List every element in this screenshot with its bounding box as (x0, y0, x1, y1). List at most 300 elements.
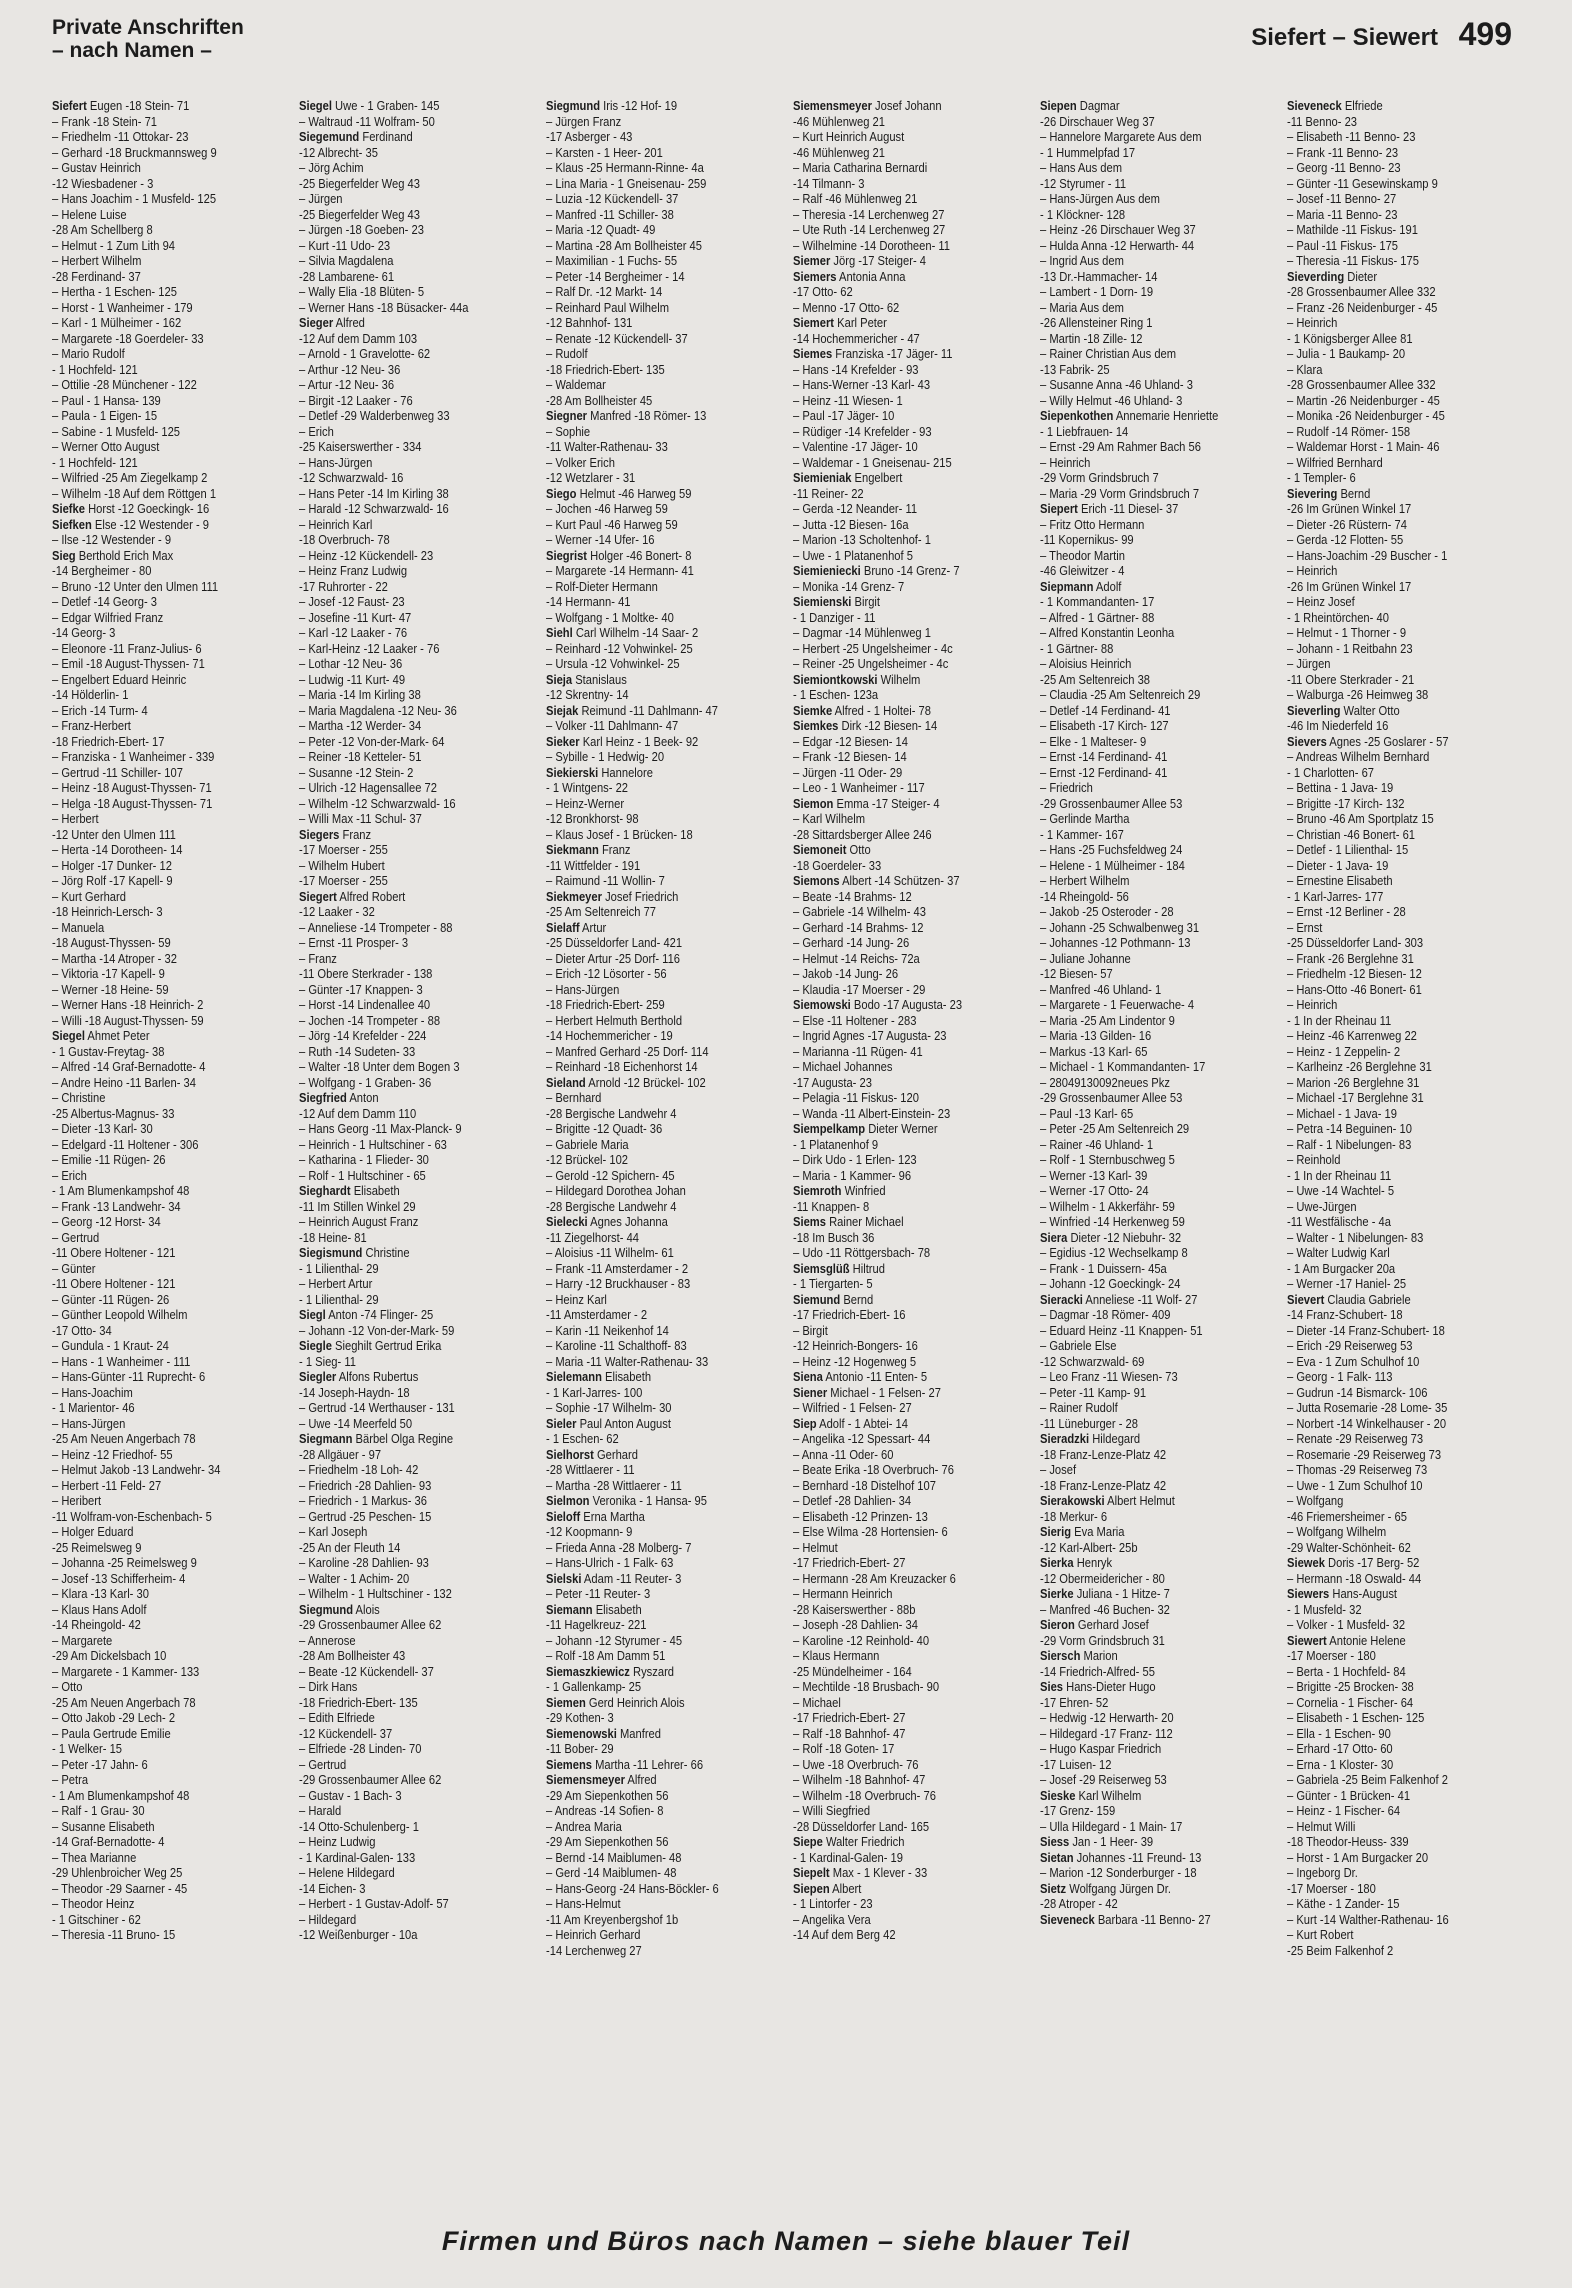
entry-text: – Berta - 1 Hochfeld- 84 (1287, 1663, 1406, 1679)
surname: Sierakowski (1040, 1493, 1105, 1508)
directory-entry (1287, 1943, 1522, 1959)
entry-text: -18 Friedrich-Ebert- 17 (52, 733, 165, 749)
directory-entry (1287, 1385, 1522, 1401)
directory-entry (793, 1292, 1028, 1308)
entry-text: – Paul -11 Fiskus- 175 (1287, 237, 1399, 253)
directory-entry (546, 1152, 781, 1168)
directory-entry (793, 1602, 1028, 1618)
directory-entry (546, 594, 781, 610)
directory-entry (546, 1602, 781, 1618)
directory-entry (299, 1648, 534, 1664)
entry-text: – Ernst -12 Ferdinand- 41 (1040, 764, 1168, 780)
directory-entry (1040, 1757, 1275, 1773)
directory-entry (299, 1850, 534, 1866)
entry-text: – Karl Joseph (299, 1524, 368, 1539)
directory-entry (1287, 1152, 1522, 1168)
directory-entry (1287, 734, 1522, 750)
directory-entry (299, 687, 534, 703)
directory-entry (793, 889, 1028, 905)
directory-entry (1040, 1664, 1275, 1680)
directory-entry (52, 1230, 287, 1246)
entry-text: – Herbert - 1 Gustav-Adolf- 57 (299, 1896, 449, 1911)
directory-entry (52, 951, 287, 967)
directory-entry (299, 1292, 534, 1308)
entry-text: – Wilhelm - 1 Akkerfähr- 59 (1040, 1198, 1175, 1214)
directory-entry (793, 951, 1028, 967)
directory-entry (52, 935, 287, 951)
directory-entry (1287, 811, 1522, 827)
directory-entry (299, 1571, 534, 1587)
directory-entry (546, 718, 781, 734)
entry-text: Hans-August (1332, 1586, 1398, 1601)
directory-entry (52, 1090, 287, 1106)
entry-text: – Martha -14 Atroper - 32 (52, 950, 177, 966)
directory-entry (52, 982, 287, 998)
entry-text: – Eleonore -11 Franz-Julius- 6 (52, 640, 202, 656)
directory-entry (546, 145, 781, 161)
entry-text: – Josef -12 Faust- 23 (299, 594, 405, 609)
directory-entry (299, 780, 534, 796)
surname: Siemes (793, 346, 833, 361)
surname: Sietz (1040, 1880, 1067, 1896)
directory-entry (546, 1214, 781, 1230)
entry-text: – Willi Max -11 Schul- 37 (299, 811, 422, 826)
directory-entry (1287, 1168, 1522, 1184)
entry-text: – Rudolf -14 Römer- 158 (1287, 423, 1411, 439)
entry-text: – Klaus Hans Adolf (52, 1601, 147, 1617)
entry-text: – Hans-Werner -13 Karl- 43 (793, 377, 931, 392)
directory-entry (52, 1447, 287, 1463)
directory-entry (1040, 1524, 1275, 1540)
entry-text: Karl Heinz - 1 Beek- 92 (582, 733, 699, 749)
entry-text: -14 Bergheimer - 80 (52, 563, 152, 578)
surname: Siegmund (299, 1601, 354, 1617)
entry-text: – Dieter Artur -25 Dorf- 116 (546, 950, 681, 966)
entry-text: – Werner -18 Heine- 59 (52, 981, 169, 997)
entry-text: -29 Am Siepenkothen 56 (546, 1834, 669, 1849)
entry-text: – Emilie -11 Rügen- 26 (52, 1152, 166, 1167)
directory-entry (299, 1912, 534, 1928)
entry-text: – Walter - 1 Achim- 20 (299, 1570, 410, 1586)
entry-text: – Beate Erika -18 Overbruch- 76 (793, 1462, 954, 1477)
entry-text: – Gertrud -14 Werthauser - 131 (299, 1400, 455, 1415)
directory-entry (52, 362, 287, 378)
directory-entry (299, 765, 534, 781)
entry-text: – Franziska - 1 Wanheimer - 339 (52, 749, 215, 764)
surname: Siersch (1040, 1648, 1081, 1663)
entry-text: – Josef -13 Schifferheim- 4 (52, 1570, 186, 1586)
directory-entry (546, 1757, 781, 1773)
entry-text: – Reinhard -18 Eichenhorst 14 (546, 1059, 698, 1074)
entry-text: -46 Gleiwitzer - 4 (1040, 563, 1125, 578)
directory-entry (1287, 1462, 1522, 1478)
directory-entry (52, 269, 287, 285)
directory-entry (1040, 997, 1275, 1013)
entry-text: – Bruno -12 Unter den Ulmen 111 (52, 578, 219, 594)
directory-entry (1040, 672, 1275, 688)
directory-entry (793, 300, 1028, 316)
directory-entry (52, 1385, 287, 1401)
directory-entry (52, 455, 287, 471)
directory-entry (52, 1493, 287, 1509)
directory-entry (299, 1741, 534, 1757)
surname: Sielski (546, 1570, 582, 1586)
entry-text: -14 Graf-Bernadotte- 4 (52, 1834, 165, 1849)
entry-text: – Ralf -18 Bahnhof- 47 (793, 1725, 906, 1741)
directory-entry (1287, 362, 1522, 378)
entry-text: – Waldemar Horst - 1 Main- 46 (1287, 439, 1440, 454)
directory-entry (793, 1028, 1028, 1044)
directory-entry (1287, 1679, 1522, 1695)
entry-text: – Reinhard Paul Wilhelm (546, 299, 670, 315)
directory-entry (52, 1462, 287, 1478)
directory-entry (52, 873, 287, 889)
directory-entry (546, 951, 781, 967)
entry-text: -17 Ehren- 52 (1040, 1694, 1109, 1710)
directory-entry (52, 1183, 287, 1199)
directory-entry (52, 408, 287, 424)
entry-text: -29 Grossenbaumer Allee 62 (299, 1617, 442, 1632)
directory-entry (793, 1741, 1028, 1757)
entry-text: -29 Kothen- 3 (546, 1710, 614, 1725)
entry-text: -12 Schwarzwald- 16 (299, 470, 404, 485)
directory-entry (793, 749, 1028, 765)
entry-text: – Helmut Willi (1287, 1818, 1356, 1834)
directory-entry (52, 1152, 287, 1168)
directory-entry (299, 1865, 534, 1881)
directory-entry (1287, 1059, 1522, 1075)
entry-text: – Cornelia - 1 Fischer- 64 (1287, 1694, 1414, 1710)
surname: Siepen (793, 1880, 830, 1896)
entry-text: -12 Albrecht- 35 (299, 144, 378, 160)
directory-entry (52, 1524, 287, 1540)
directory-entry (1040, 548, 1275, 564)
entry-text: – Udo -11 Röttgersbach- 78 (793, 1245, 931, 1260)
directory-entry (1287, 1307, 1522, 1323)
entry-text: – Maria -12 Quadt- 49 (546, 222, 656, 237)
surname: Siegert (299, 888, 337, 904)
page-number: 499 (1458, 16, 1512, 52)
entry-text: Bruno -14 Grenz- 7 (863, 563, 960, 578)
entry-text: – Helmut (793, 1539, 838, 1555)
directory-entry (1040, 486, 1275, 502)
directory-entry (1287, 1478, 1522, 1494)
directory-entry (793, 765, 1028, 781)
entry-text: – Dieter -13 Karl- 30 (52, 1121, 153, 1136)
entry-text: Bernd (843, 1291, 874, 1307)
directory-entry (1040, 610, 1275, 626)
directory-entry (299, 98, 534, 114)
entry-text: -11 Lüneburger - 28 (1040, 1415, 1138, 1431)
entry-text: Dieter (1347, 268, 1378, 284)
directory-entry (52, 160, 287, 176)
directory-entry (1040, 1571, 1275, 1587)
directory-entry (793, 703, 1028, 719)
directory-entry (793, 1927, 1028, 1943)
entry-text: -11 Obere Holtener - 121 (52, 1276, 176, 1291)
directory-entry (546, 672, 781, 688)
directory-entry (1040, 1602, 1275, 1618)
directory-entry (1040, 1323, 1275, 1339)
directory-entry (1287, 393, 1522, 409)
entry-text: – Pelagia -11 Fiskus- 120 (793, 1090, 919, 1105)
entry-text: – Wilhelmine -14 Dorotheen- 11 (793, 237, 951, 253)
directory-entry (52, 1431, 287, 1447)
entry-text: - 1 Karl-Jarres- 177 (1287, 888, 1384, 904)
entry-text: Adolf - 1 Abtei- 14 (819, 1415, 908, 1431)
directory-entry (1287, 346, 1522, 362)
entry-text: – Detlef -14 Georg- 3 (52, 594, 158, 609)
directory-entry (1040, 1772, 1275, 1788)
entry-text: – Johann -12 Styrumer - 45 (546, 1632, 683, 1648)
directory-entry (52, 1044, 287, 1060)
directory-entry (299, 1602, 534, 1618)
entry-text: – Johanna -25 Reimelsweg 9 (52, 1555, 197, 1570)
entry-text: – Volker Erich (546, 454, 615, 470)
directory-entry (299, 1106, 534, 1122)
entry-text: – Johann -25 Schwalbenweg 31 (1040, 919, 1200, 935)
entry-text: Ferdinand (362, 129, 413, 144)
directory-column (546, 98, 782, 2218)
directory-entry (793, 346, 1028, 362)
directory-entry (1040, 1726, 1275, 1742)
surname: Siemon (793, 795, 834, 811)
entry-text: – Josef (1040, 1462, 1077, 1477)
entry-text: – Engelbert Eduard Heinric (52, 671, 187, 687)
directory-entry (1287, 1881, 1522, 1897)
directory-entry (1040, 1555, 1275, 1571)
entry-text: – Michael -17 Berglehne 31 (1287, 1090, 1424, 1105)
entry-text: Alfred (335, 315, 365, 330)
entry-text: – Johann -12 Goeckingk- 24 (1040, 1276, 1181, 1291)
entry-text: – Jürgen -18 Goeben- 23 (299, 222, 424, 237)
directory-entry (1040, 408, 1275, 424)
entry-text: – Andrea Maria (546, 1818, 622, 1834)
entry-text: – Karlheinz -26 Berglehne 31 (1287, 1059, 1432, 1074)
directory-entry (1040, 1307, 1275, 1323)
entry-text: – Fritz Otto Hermann (1040, 516, 1145, 532)
directory-entry (1040, 1183, 1275, 1199)
entry-text: – Juliane Johanne (1040, 950, 1131, 966)
directory-entry (1040, 145, 1275, 161)
entry-text: – Edgar Wilfried Franz (52, 609, 164, 625)
entry-text: – Maria Aus dem (1040, 299, 1124, 315)
entry-text: -17 Moerser - 180 (1287, 1648, 1376, 1663)
entry-text: -17 Moerser - 180 (1287, 1880, 1376, 1896)
entry-text: – Helmut - 1 Thorner - 9 (1287, 625, 1407, 640)
surname: Siemowski (793, 997, 851, 1012)
directory-entry (1287, 1757, 1522, 1773)
directory-entry (52, 548, 287, 564)
entry-text: Karl Peter (837, 315, 887, 330)
entry-text: – Hans Peter -14 Im Kirling 38 (299, 485, 449, 501)
directory-entry (793, 1524, 1028, 1540)
directory-entry (546, 1400, 781, 1416)
entry-text: - 1 Kommandanten- 17 (1040, 594, 1155, 609)
directory-entry (546, 765, 781, 781)
directory-entry (299, 641, 534, 657)
directory-entry (52, 191, 287, 207)
directory-entry (299, 749, 534, 765)
entry-text: Albert (832, 1880, 862, 1896)
entry-text: - 1 Marientor- 46 (52, 1400, 135, 1415)
entry-text: – Maria -25 Am Lindentor 9 (1040, 1012, 1175, 1028)
entry-text: – Dieter -14 Franz-Schubert- 18 (1287, 1322, 1445, 1338)
entry-text: – Petra -14 Beguinen- 10 (1287, 1121, 1412, 1136)
entry-text: – Herbert Wilhelm (52, 253, 142, 268)
directory-entry (299, 997, 534, 1013)
directory-entry (1287, 470, 1522, 486)
directory-entry (1287, 176, 1522, 192)
entry-text: – Ingrid Aus dem (1040, 253, 1124, 268)
directory-entry (793, 1617, 1028, 1633)
directory-entry (1040, 842, 1275, 858)
directory-entry (793, 331, 1028, 347)
entry-text: – Maria Catharina Bernardi (793, 160, 928, 175)
directory-entry (299, 1338, 534, 1354)
entry-text: -18 Franz-Lenze-Platz 42 (1040, 1446, 1167, 1462)
entry-text: – Hans - 1 Wanheimer - 111 (52, 1353, 191, 1369)
directory-entry (299, 1927, 534, 1943)
directory-entry (52, 1555, 287, 1571)
entry-text: – Herbert Artur (299, 1276, 373, 1291)
entry-text: – Peter -25 Am Seltenreich 29 (1040, 1121, 1190, 1136)
entry-text: -26 Allensteiner Ring 1 (1040, 315, 1153, 330)
directory-entry (1040, 1230, 1275, 1246)
directory-entry (299, 269, 534, 285)
directory-entry (546, 1168, 781, 1184)
directory-entry (793, 641, 1028, 657)
entry-text: – Jürgen -11 Oder- 29 (793, 764, 903, 780)
entry-text: – Peter -11 Reuter- 3 (546, 1586, 651, 1601)
footer-note: Firmen und Büros nach Namen – siehe blauer Teil (441, 2226, 1131, 2256)
entry-text: – Ilse -12 Westender - 9 (52, 532, 172, 547)
directory-entry (52, 997, 287, 1013)
directory-entry (1287, 1214, 1522, 1230)
entry-text: – Helene Luise (52, 206, 127, 222)
entry-text: -28 Allgäuer - 97 (299, 1446, 382, 1462)
directory-entry (299, 238, 534, 254)
directory-entry (52, 625, 287, 641)
directory-entry (793, 1834, 1028, 1850)
entry-text: Elisabeth (353, 1183, 400, 1198)
surname: Siegmann (299, 1431, 353, 1446)
surname: Siehl (546, 625, 573, 640)
directory-entry (793, 1400, 1028, 1416)
entry-text: Max - 1 Klever - 33 (832, 1865, 928, 1880)
entry-text: – Helga -18 August-Thyssen- 71 (52, 795, 213, 811)
entry-text: – Horst - 1 Am Burgacker 20 (1287, 1849, 1429, 1865)
entry-text: - 1 Lintorfer - 23 (793, 1896, 873, 1911)
entry-text: – Dirk Hans (299, 1679, 358, 1694)
entry-text: – Otto (52, 1679, 83, 1694)
entry-text: – Heinrich Karl (299, 516, 373, 532)
surname: Siepelt (793, 1865, 830, 1880)
entry-text: -29 Grossenbaumer Allee 53 (1040, 1090, 1183, 1105)
entry-text: – Emil -18 August-Thyssen- 71 (52, 656, 205, 671)
directory-entry (1287, 579, 1522, 595)
entry-text: – Karsten - 1 Heer- 201 (546, 144, 663, 160)
entry-text: – Frank -11 Benno- 23 (1287, 144, 1399, 160)
entry-text: -12 Brückel- 102 (546, 1152, 629, 1167)
entry-text: – Elisabeth -11 Benno- 23 (1287, 129, 1416, 144)
surname: Siekierski (546, 764, 599, 780)
directory-entry (1287, 1912, 1522, 1928)
entry-text: – Sabine - 1 Musfeld- 125 (52, 423, 181, 439)
directory-entry (1040, 207, 1275, 223)
entry-text: -25 An der Fleuth 14 (299, 1539, 401, 1555)
entry-text: – Uwe - 1 Zum Schulhof 10 (1287, 1477, 1423, 1493)
entry-text: -12 Auf dem Damm 110 (299, 1105, 417, 1121)
entry-text: – Günter - 1 Brücken- 41 (1287, 1787, 1411, 1803)
entry-text: – Karl-Heinz -12 Laaker - 76 (299, 640, 440, 656)
directory-entry (546, 486, 781, 502)
entry-text: -17 Otto- 34 (52, 1322, 112, 1338)
entry-text: Dieter -12 Niebuhr- 32 (1070, 1229, 1182, 1245)
directory-entry (546, 1540, 781, 1556)
entry-text: – Gerda -12 Neander- 11 (793, 501, 918, 516)
directory-entry (299, 811, 534, 827)
directory-entry (1287, 424, 1522, 440)
entry-text: – Gabriele Maria (546, 1136, 629, 1152)
entry-text: – Uwe -14 Meerfeld 50 (299, 1415, 413, 1431)
entry-text: -14 Hölderlin- 1 (52, 687, 129, 702)
directory-entry (299, 1013, 534, 1029)
entry-text: – Jörg -14 Krefelder - 224 (299, 1028, 427, 1043)
entry-text: – Michael (793, 1694, 841, 1710)
directory-entry (299, 594, 534, 610)
directory-entry (1040, 1416, 1275, 1432)
entry-text: – Viktoria -17 Kapell- 9 (52, 966, 165, 981)
entry-text: – Friedrich - 1 Markus- 36 (299, 1493, 427, 1508)
surname: Siemoneit (793, 842, 847, 857)
directory-entry (1287, 98, 1522, 114)
directory-entry (299, 656, 534, 672)
entry-text: -12 Styrumer - 11 (1040, 175, 1127, 191)
directory-entry (793, 1788, 1028, 1804)
entry-text: – Hans-Georg -24 Hans-Böckler- 6 (546, 1880, 719, 1896)
directory-entry (793, 1555, 1028, 1571)
entry-text: Elfriede (1344, 98, 1383, 113)
entry-text: – Kurt -11 Udo- 23 (299, 237, 391, 253)
entry-text: – Erich -29 Reiserweg 53 (1287, 1338, 1413, 1353)
directory-entry (546, 1493, 781, 1509)
surname: Siems (793, 1214, 826, 1229)
entry-text: – Valentine -17 Jäger- 10 (793, 439, 918, 454)
entry-text: - 1 Lilienthal- 29 (299, 1291, 379, 1307)
directory-entry (1040, 455, 1275, 471)
surname: Siepe (793, 1834, 823, 1849)
entry-text: -28 Bergische Landwehr 4 (546, 1105, 677, 1121)
surname: Siejak (546, 702, 579, 718)
entry-text: – Hans Aus dem (1040, 160, 1123, 175)
directory-entry (793, 1865, 1028, 1881)
entry-text: - 1 Platanenhof 9 (793, 1136, 879, 1152)
entry-text: -11 Benno- 23 (1287, 113, 1358, 129)
directory-entry (52, 1338, 287, 1354)
entry-text: Alfred Robert (339, 888, 406, 904)
entry-text: -29 Vorm Grindsbruch 31 (1040, 1632, 1165, 1648)
directory-entry (52, 517, 287, 533)
directory-entry (793, 517, 1028, 533)
directory-entry (52, 920, 287, 936)
directory-entry (52, 563, 287, 579)
entry-text: – Dagmar -18 Römer- 409 (1040, 1307, 1171, 1322)
directory-entry (793, 191, 1028, 207)
directory-entry (1287, 982, 1522, 998)
entry-text: – Ralf Dr. -12 Markt- 14 (546, 284, 663, 299)
entry-text: – Heinrich August Franz (299, 1214, 419, 1229)
